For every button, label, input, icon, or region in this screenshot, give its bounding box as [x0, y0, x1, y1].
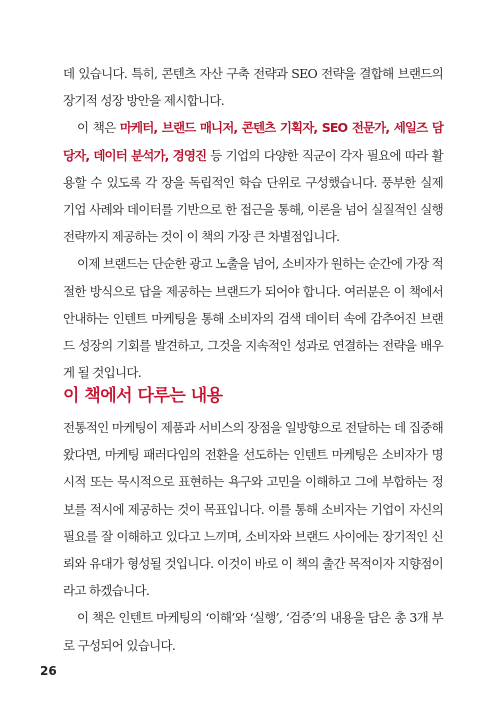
intro-paragraph-2-prefix: 이 책은 [77, 120, 120, 136]
section-title: 이 책에서 다루는 내용 [63, 386, 223, 406]
section-text [63, 414, 443, 659]
intro-paragraph-2 [63, 114, 443, 250]
intro-paragraph-3: 이제 브랜드는 단순한 광고 노출을 넘어, 소비자가 원하는 순간에 가장 적절한 방식으로 답을 제공하는 브랜드가 되어야 합니다. 여러분은 이 책에서 안내하는 인텐트 마케팅을 통해 소비자의 검색 데이터 속에 감추어진 브랜드 성장의 기회를 발견하고, 그것을 지속적인 성과로 연결하는 전략을 배우게 될 것입니다. [63, 256, 443, 381]
intro-paragraph-2-suffix: 등 기업의 다양한 직군이 각자 필요에 따라 활용할 수 있도록 각 장을 독립적인 학습 단위로 구성했습니다. 풍부한 실제 기업 사례와 데이터를 기반으로 한 접근을 통해, 이론을 넘어 실질적인 실행 전략까지 제공하는 것이 이 책의 가장 큰 차별점입니다. [63, 147, 443, 245]
page-number: 26 [40, 664, 57, 678]
section-paragraph-1: 전통적인 마케팅이 제품과 서비스의 장점을 일방향으로 전달하는 데 집중해왔다면, 마케팅 패러다임의 전환을 선도하는 인텐트 마케팅은 소비자가 명시적 또는 묵시적으로 표현하는 욕구와 고민을 이해하고 그에 부합하는 정보를 적시에 제공하는 것이 목표입니다. 이를 통해 소비자는 기업이 자신의 필요를 잘 이해하고 있다고 느끼며, 소비자와 브랜드 사이에는 장기적인 신뢰와 유대가 형성될 것입니다. 이것이 바로 이 책의 출간 목적이자 지향점이라고 하겠습니다. [63, 420, 443, 599]
section-paragraph-2: 이 책은 인텐트 마케팅의 ‘이해’와 ‘실행’, ‘검증’의 내용을 담은 총 3개 부로 구성되어 있습니다. [63, 610, 443, 653]
target-readers-highlight: 마케터, 브랜드 매니저, 콘텐츠 기획자, SEO 전문가, 세일즈 담당자, 데이터 분석가, 경영진 [63, 120, 443, 163]
intro-paragraph-1: 데 있습니다. 특히, 콘텐츠 자산 구축 전략과 SEO 전략을 결합해 브랜드의 장기적 성장 방안을 제시합니다. [63, 66, 443, 109]
intro-text [63, 60, 443, 386]
